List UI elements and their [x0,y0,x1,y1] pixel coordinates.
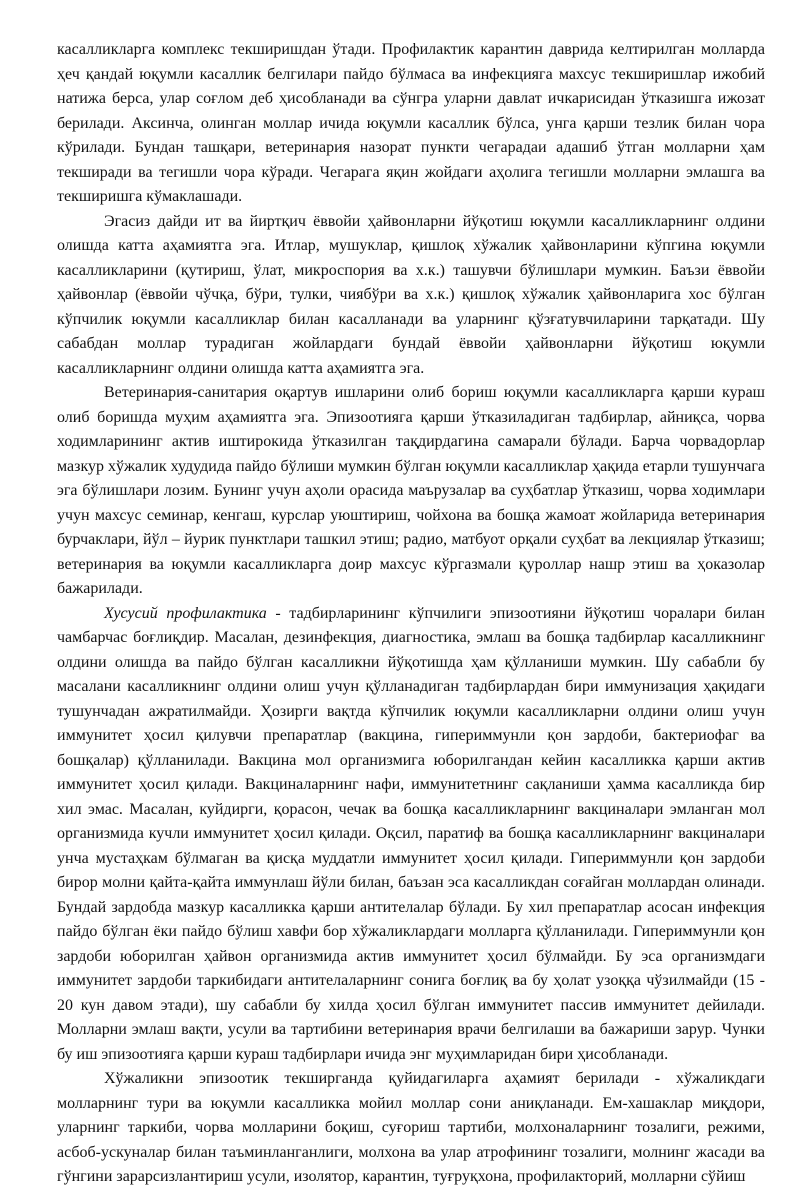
paragraph-sanitary-education: Ветеринария-санитария оқартув ишларини олиб бориш юқумли касалликларга қарши кураш олиб боришда муҳим аҳамиятга эга. Эпизоотияга қарши ўтказиладиган тадбирлар, айниқса, чорва ходимларининг актив иштирокида ўтказилган тақдирдагина самарали бўлади. Барча чорвадорлар мазкур хўжалик худудида пайдо бўлиши мумкин бўлган юқумли касалликлар ҳақида етарли тушунчага эга бўлишлари лозим. Бунинг учун аҳоли орасида маърузалар ва суҳбатлар ўтказиш, чорва ходимлари учун махсус семинар, кенгаш, курслар уюштириш, чойхона ва бошқа жамоат жойларида ветеринария бурчаклари, йўл – йурик пунктлари ташкил этиш; радио, матбуот орқали суҳбат ва лекциялар ўтказиш; ветеринария ва юқумли касалликларга доир махсус кўргазмали қуроллар нашр этиш ва ҳоказолар бажарилади. [57,384,765,597]
document-page [57,38,765,1190]
paragraph-farm-inspection: Хўжаликни эпизоотик текширганда қуйидагиларга аҳамият берилади - хўжаликдаги молларнинг тури ва юқумли касалликка мойил моллар сони аниқланади. Ем-хашаклар миқдори, уларнинг таркиби, чорва молларини боқиш, суғориш тартиби, молхоналарнинг тозалиги, режими, асбоб-ускуналар билан таъминланганлиги, молхона ва улар атрофининг тозалиги, молнинг жасади ва гўнгини зарарсизлантириш усули, изолятор, карантин, туғруқхона, профилакторий, молларни сўйиш [57,1070,765,1185]
paragraph-border-inspection: касалликларга комплекс текширишдан ўтади. Профилактик карантин даврида келтирилган молларда ҳеч қандай юқумли касаллик белгилари пайдо бўлмаса ва инфекцияга махсус текширишлар ижобий натижа берса, улар соғлом деб ҳисобланади ва сўнгра уларни давлат ичкарисидан ўтказишга ижозат берилади. Аксинча, олинган моллар ичида юқумли касаллик бўлса, унга қарши тезлик билан чора кўрилади. Бундан ташқари, ветеринария назорат пункти чегарадаи адашиб ўтган молларни ҳам текширади ва тегишли чора кўради. Чегарага яқин жойдаги аҳолига тегишли молларни эмлашга ва текширишга кўмаклашади. [57,41,765,205]
paragraph-specific-prophylaxis-body: - тадбирларининг кўпчилиги эпизоотияни йўқотиш чоралари билан чамбарчас боғлиқдир. Масалан, дезинфекция, диагностика, эмлаш ва бошқа тадбирлар касалликнинг олдини олишда ва пайдо бўлган касалликни йўқотишда ҳам қўлланиши мумкин. Шу сабабли бу масалани касалликнинг олдини олиш учун қўлланадиган тадбирлардан бири иммунизация ҳақидаги тушунчадан ажратилмайди. Ҳозирги вақтда кўпчилик юқумли касалликларни олдини олиш учун иммунитет ҳосил қилувчи препаратлар (вакцина, гипериммунли қон зардоби, бактериофаг ва бошқалар) қўлланилади. Вакцина мол организмига юборилгандан кейин касалликка қарши актив иммунитет ҳосил қилади. Вакциналарнинг нафи, иммунитетнинг сақланиши ҳамма касалликда бир хил эмас. Масалан, куйдирги, қорасон, чечак ва бошқа касалликларнинг вакциналари эмланган мол организмида кучли иммунитет ҳосил қилади. Оқсил, паратиф ва бошқа касалликларнинг вакциналари унча мустаҳкам бўлмаган ва қисқа муддатли иммунитет ҳосил қилади. Гипериммунли қон зардоби бирор молни қайта-қайта иммунлаш йўли билан, баъзан эса касалликдан соғайган моллардан олинади. Бундай зардобда мазкур касалликка қарши антителалар бўлади. Бу хил препаратлар асосан инфекция пайдо бўлган ёки пайдо бўлиш хавфи бор хўжаликлардаги молларга қўлланилади. Гипериммунли қон зардоби юборилган ҳайвон организмида актив иммунитет ҳосил бўлмайди. Бу эса организмдаги иммунитет зардоби таркибидаги антителаларнинг сонига боғлиқ ва бу ҳолат узоққа чўзилмайди (15 - 20 кун давом этади), шу сабабли бу хилда ҳосил бўлган иммунитет пассив иммунитет дейилади. Молларни эмлаш вақти, усули ва тартибини ветеринария врачи белгилаши ва бажариши зарур. Чунки бу иш эпизоотияга қарши кураш тадбирлари ичида энг муҳимларидан бири ҳисобланади. [57,604,765,1063]
term-specific-prophylaxis: Хусусий профилактика [104,604,267,622]
paragraph-specific-prophylaxis [57,602,765,1068]
paragraph-stray-animals: Эгасиз дайди ит ва йиртқич ёввойи ҳайвонларни йўқотиш юқумли касалликларнинг олдини олишда катта аҳамиятга эга. Итлар, мушуклар, қишлоқ хўжалик ҳайвонларини кўпгина юқумли касалликларини (қутириш, ўлат, микроспория ва х.к.) ташувчи бўлишлари мумкин. Баъзи ёввойи ҳайвонлар (ёввойи чўчқа, бўри, тулки, чиябўри ва х.к.) қишлоқ хўжалик ҳайвонларига хос бўлган кўпчилик юқумли касалликлар билан касалланади ва уларнинг қўзғатувчиларини тарқатади. Шу сабабдан моллар турадиган жойлардаги бундай ёввойи ҳайвонларни йўқотиш юқумли касалликларнинг олдини олишда катта аҳамиятга эга. [57,212,765,377]
